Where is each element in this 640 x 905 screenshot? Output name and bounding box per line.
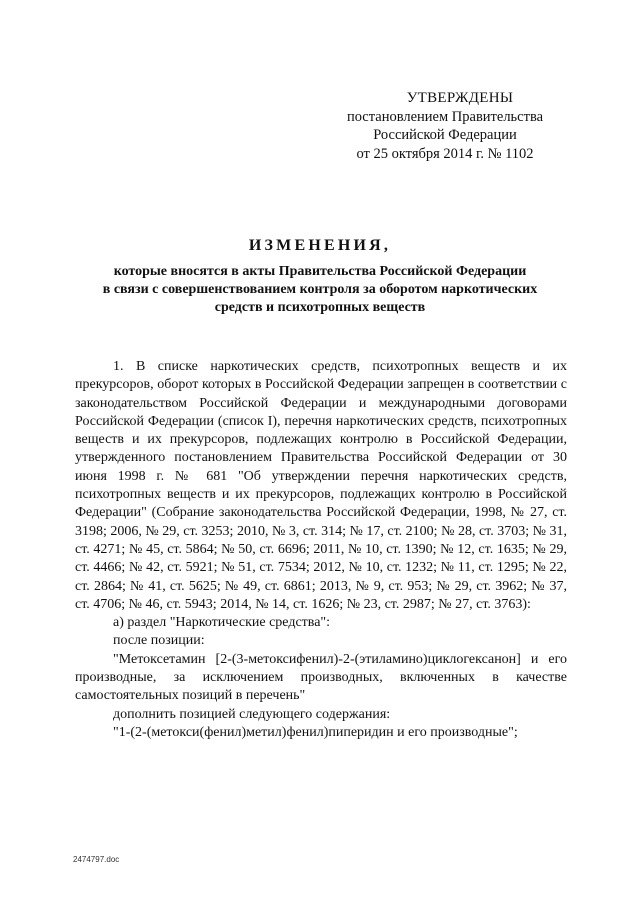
subtitle-line-1: которые вносятся в акты Правительства Российской Федерации <box>113 264 527 279</box>
document-body <box>75 358 567 742</box>
document-subtitle <box>60 263 580 317</box>
supplement-label: дополнить позицией следующего содержания: <box>113 706 391 722</box>
document-title: ИЗМЕНЕНИЯ, <box>248 237 392 254</box>
new-position-quote: "1-(2-(метокси(фенил)метил)фенил)пиперидин и его производные"; <box>113 724 518 740</box>
after-position-label: после позиции: <box>113 633 205 649</box>
approval-line-2: Российской Федерации <box>373 127 517 143</box>
subtitle-line-2: в связи с совершенствованием контроля за оборотом наркотических <box>102 282 538 297</box>
paragraph-1: 1. В списке наркотических средств, психотропных веществ и их прекурсоров, оборот которых в Российской Федерации запрещен в соответствии с законодательством Российской Федерации и международными договорами Российской Федерации (список I), перечня наркотических средств, психотропных веществ и их прекурсоров, подлежащих контролю в Российской Федерации, утвержденного постановлением Правительства Российской Федерации от 30 июня 1998 г. № 681 "Об утверждении перечня наркотических средств, психотропных веществ и их прекурсоров, подлежащих контролю в Российской Федерации" (Собрание законодательства Российской Федерации, 1998, № 27, ст. 3198; 2006, № 29, ст. 3253; 2010, № 3, ст. 314; № 17, ст. 2100; № 28, ст. 3703; № 31, ст. 4271; № 45, ст. 5864; № 50, ст. 6696; 2011, № 10, ст. 1390; № 12, ст. 1635; № 29, ст. 4466; № 42, ст. 5921; № 51, ст. 7534; 2012, № 10, ст. 1232; № 11, ст. 1295; № 22, ст. 2864; № 41, ст. 5625; № 49, ст. 6861; 2013, № 9, ст. 953; № 29, ст. 3962; № 37, ст. 4706; № 46, ст. 5943; 2014, № 14, ст. 1626; № 23, ст. 2987; № 27, ст. 3763): <box>75 359 567 612</box>
approval-heading: УТВЕРЖДЕНЫ <box>406 90 514 106</box>
approval-line-1: постановлением Правительства <box>346 108 544 125</box>
item-a: а) раздел "Наркотические средства": <box>113 615 331 631</box>
approval-block <box>330 89 560 163</box>
subtitle-line-3: средств и психотропных веществ <box>214 300 426 315</box>
approval-line-3: от 25 октября 2014 г. № 1102 <box>356 145 534 162</box>
position-quote: "Метоксетамин [2-(3-метоксифенил)-2-(этиламино)циклогексанон] и его производные, за исключением производных, включенных в качестве самостоятельных позиций в перечень" <box>75 651 567 704</box>
footer-filename: 2474797.doc <box>73 855 120 864</box>
